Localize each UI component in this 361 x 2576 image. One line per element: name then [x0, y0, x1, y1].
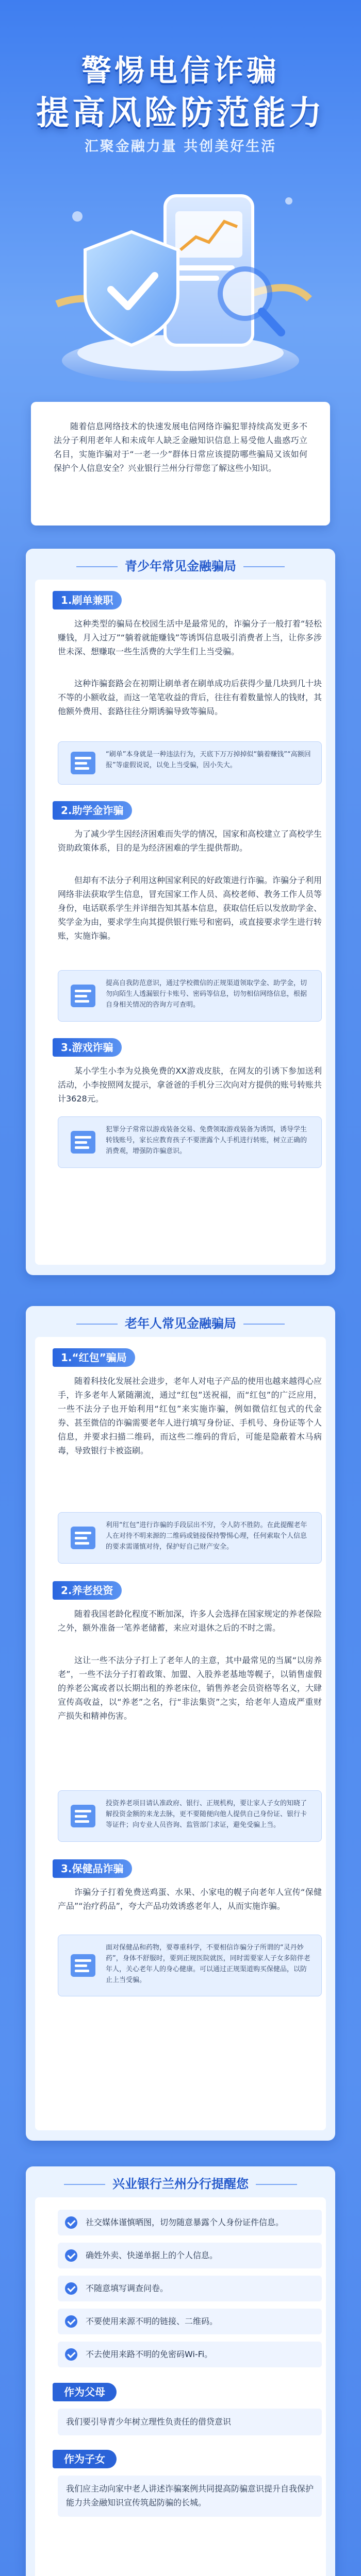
youth-s1-p1: 这种类型的骗局在校园生活中是最常见的，诈骗分子一般打着“轻松赚钱，月入过万”“躺着就能赚钱”等诱饵信息吸引消费者上当，让你多涉世未深、想赚取一些生活费的大学生们上当受骗。	[58, 619, 322, 656]
tip-item	[58, 2309, 322, 2334]
book-info-icon	[68, 1127, 99, 1158]
tip-item	[58, 2210, 322, 2235]
elder-s3-p1: 诈骗分子打着免费送鸡蛋、水果、小家电的幌子向老年人宣传“保健产品”“治疗药品”，夸大产品功效诱惑老年人，从而实施诈骗。	[58, 1887, 322, 1911]
book-info-icon	[68, 1950, 99, 1981]
check-circle-icon	[65, 2249, 77, 2262]
tips-section-title: 兴业银行兰州分行提醒您	[26, 2174, 335, 2194]
elder-s1-note	[58, 1512, 322, 1564]
youth-section	[26, 549, 335, 1275]
elder-s1-note-text: 利用“红包”进行诈骗的手段层出不穷，令人防不胜防。在此提醒老年人在对待不明来源的二维码或链接保持警惕心理，任何索取个人信息的要求需谨慎对待，保护好自己财产安全。	[106, 1521, 307, 1551]
child-text: 我们应主动向家中老人讲述诈骗案例共同提高防骗意识提升自我保护能力共金融知识宣传筑起防骗的长城。	[58, 2476, 322, 2517]
tip-text: 社交媒体谨慎晒图，切勿随意暴露个人身份证件信息。	[86, 2217, 284, 2227]
elder-s2-note-text: 投资养老项目请认准政府、银行、正规机构，要让家人子女的知晓了解投资金额的来龙去脉，更不要随便向他人提供自己身份证、银行卡等证件；向专业人员咨询、监管部门求证，避免受骗上当。	[106, 1800, 307, 1829]
tips-section	[26, 2166, 335, 2576]
tip-item	[58, 2276, 322, 2301]
elder-s1-p1: 随着科技化发展社会进步，老年人对电子产品的使用也越来越得心应手，许多老年人紧随潮流，通过“红包”送祝福，而“红包”的广泛应用，一些不法分子也开始利用“红包”来实施诈骗，例如微信红包式的代金券、甚至微信的诈骗需要老年人进行填写身份证、手机号、身份证等个人信息，并要求扫描二维码，而这些二维码的背后，可能是隐蔽着木马病毒，导致银行卡被盗刷。	[58, 1376, 322, 1455]
tips-section-body	[35, 2197, 326, 2576]
elder-s3-note	[58, 1935, 322, 1996]
book-info-icon	[68, 1801, 99, 1832]
youth-section-title: 青少年常见金融骗局	[26, 556, 335, 577]
elder-s2-note	[58, 1790, 322, 1842]
youth-s3-heading: 3.游戏诈骗	[53, 1038, 122, 1057]
youth-s3-note-text: 犯罪分子常常以游戏装备交易、免费领取游戏装备为诱饵，诱导学生转钱账号，家长应教育孩子不要泄露个人手机进行转账，树立正确的消费观，增强防诈骗意识。	[106, 1126, 307, 1155]
tip-text: 不随意填写调查问卷。	[86, 2283, 169, 2293]
check-circle-icon	[65, 2216, 77, 2229]
intro-text: 随着信息网络技术的快速发展电信网络诈骗犯罪持续高发更多不法分子利用老年人和未成年人缺乏金融知识信息上易受他人蛊惑巧立名目，实施诈骗对于“一老一少”群体日常应该提防哪些骗局又该如何保护个人信息安全？兴业银行兰州分行带您了解这些小知识。	[54, 421, 307, 473]
youth-s1-note-text: “刷单”本身就是一种违法行为，天底下万万掉掉似“躺着赚钱”“高额回报”等虚假说说，以免上当受骗，因小失大。	[106, 751, 311, 769]
book-info-icon	[68, 748, 99, 778]
elder-section-body	[35, 1337, 326, 2130]
hero-title-line1: 警惕电信诈骗	[81, 53, 280, 88]
elder-s2-p1: 随着我国老龄化程度不断加深，许多人会选择在国家规定的养老保险之外，额外准备一笔养老储蓄，来应对退休之后的不时之需。	[58, 1609, 322, 1633]
parent-heading: 作为父母	[53, 2383, 117, 2401]
youth-s2-heading: 2.助学金诈骗	[53, 801, 132, 820]
youth-s2-note-text: 提高自我防范意识，通过学校微信的正规渠道领取学金、助学金，切勿向陌生人透漏银行卡账号、密码等信息，切勿相信网络信息，根据自身相关情况的咨询方可查明。	[106, 979, 307, 1009]
book-info-icon	[68, 1522, 99, 1553]
tip-item	[58, 2243, 322, 2268]
check-circle-icon	[65, 2282, 77, 2295]
youth-s2-note	[58, 970, 322, 1022]
youth-s2-p1: 为了减少学生因经济困难而失学的情况，国家和高校建立了高校学生资助政策体系，目的是为经济困难的学生提供帮助。	[58, 829, 322, 853]
elder-section	[26, 1306, 335, 2141]
check-circle-icon	[65, 2348, 77, 2361]
hero-banner	[0, 0, 361, 402]
youth-s1-p2: 这种诈骗套路会在初期让刷单者在刷单成功后获得少量几块到几十块不等的小额收益，而这一笔笔收益的背后，往往有着数量惊人的钱财，其他额外费用、套路往往分期诱骗导致等骗局。	[58, 679, 322, 716]
youth-s1-note	[58, 741, 322, 785]
youth-section-body	[35, 580, 326, 1265]
tip-text: 不去使用来路不明的免密码Wi-Fi。	[86, 2349, 213, 2359]
elder-s2-p2: 这让一些不法分子打上了老年人的主意，其中最常见的当属“以房养老”，一些不法分子打着政策、加盟、入股养老基地等幌子，以销售虚假的养老公寓或者以长期出租的养老床位，销售养老会员资格等名义，大肆宣传高收益，以“养老”之名，行“非法集资”之实，给老年人造成严重财产损失和精神伤害。	[58, 1655, 322, 1721]
elder-s1-heading: 1.“红包”骗局	[53, 1348, 135, 1367]
tip-text: 确姓外卖、快递单据上的个人信息。	[86, 2250, 218, 2260]
book-info-icon	[68, 980, 99, 1011]
elder-section-title: 老年人常见金融骗局	[26, 1313, 335, 1334]
youth-s3-p1: 某小学生小李为兑换免费的XX游戏皮肤，在网友的引诱下参加送利活动，小李按照网友提示，拿爸爸的手机分三次向对方提供的账号转账共计3628元。	[58, 1066, 322, 1104]
check-circle-icon	[65, 2315, 77, 2328]
tip-item	[58, 2342, 322, 2367]
shield-phone-illustration	[46, 155, 315, 392]
elder-s2-heading: 2.养老投资	[53, 1581, 122, 1600]
elder-s3-note-text: 面对保健品和药物，要尊重科学，不要相信诈骗分子所谓的“灵丹妙药”，身体不舒服时，要到正规医院就医，同时需要家人子女多陪伴老年人，关心老年人的身心健康。可以通过正规渠道购买保健品，以防止上当受骗。	[106, 1944, 310, 1984]
hero-title-line2: 提高风险防范能力	[36, 94, 325, 132]
youth-s3-note	[58, 1116, 322, 1168]
hero-subtitle: 汇聚金融力量 共创美好生活	[84, 139, 277, 155]
youth-s2-p2: 但却有不法分子利用这种国家利民的好政策进行诈骗。诈骗分子利用网络非法获取学生信息，冒充国家工作人员、高校老师、教务工作人员等身份，电话联系学生并详细告知其基本信息，获取信任后以发放助学金、奖学金为由，要求学生向其提供银行账号和密码，或直接要求学生进行转账，实施诈骗。	[58, 875, 322, 941]
elder-s3-heading: 3.保健品诈骗	[53, 1859, 132, 1878]
intro-card	[31, 402, 330, 526]
youth-s1-heading: 1.刷单兼职	[53, 591, 122, 609]
tip-text: 不要使用来源不明的链接、二维码。	[86, 2316, 218, 2326]
child-heading: 作为子女	[53, 2450, 117, 2468]
parent-text: 我们要引导青少年树立理性负责任的借贷意识	[58, 2409, 322, 2435]
